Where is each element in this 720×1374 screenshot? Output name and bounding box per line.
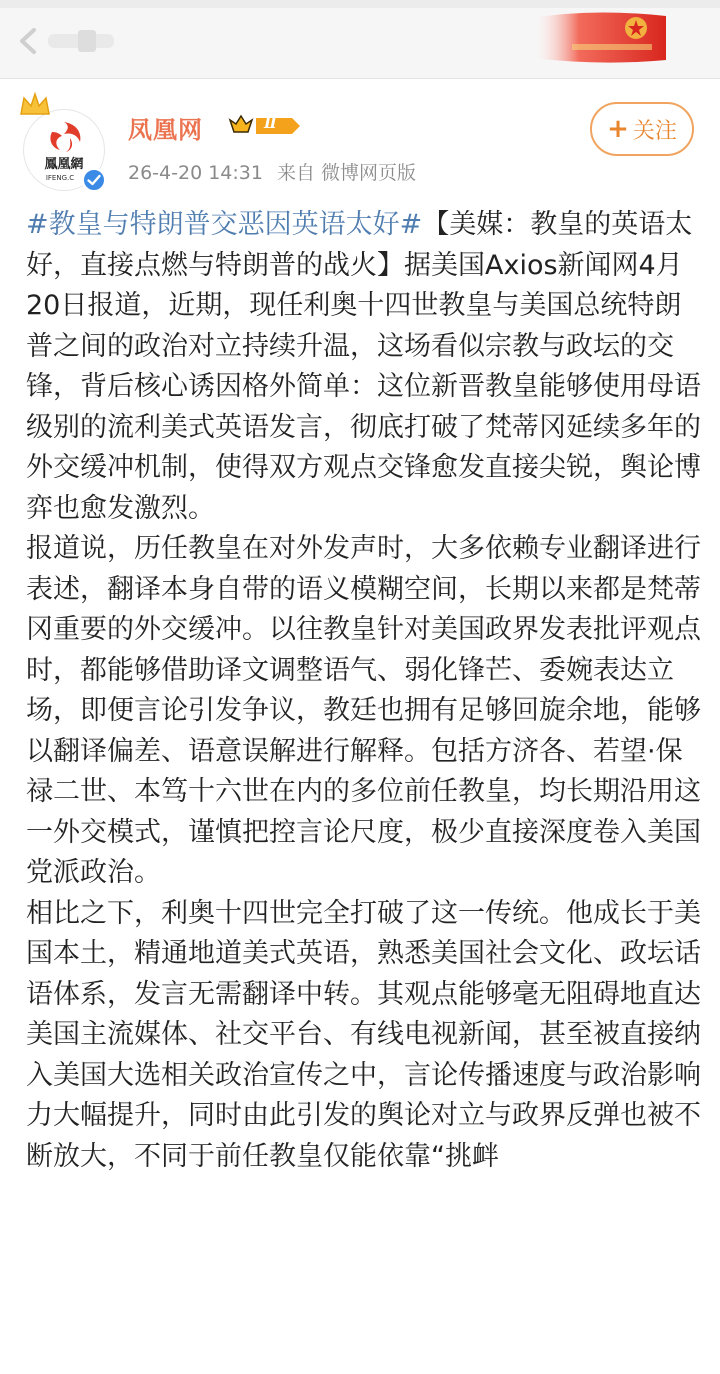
crown-icon	[18, 92, 52, 118]
post-meta	[128, 158, 430, 185]
follow-button[interactable]	[590, 102, 694, 156]
bottom-fade	[0, 1344, 720, 1374]
status-strip	[0, 0, 720, 8]
post-paragraph-3: 相比之下，利奥十四世完全打破了这一传统。他成长于美国本土，精通地道美式英语，熟悉美国社会文化、政坛话语体系，发言无需翻译中转。其观点能够毫无阻碍地直达美国主流媒体、社交平台、有线电视新闻，甚至被直接纳入美国大选相关政治宣传之中，言论传播速度与政治影响力大幅提升，同时由此引发的舆论对立与政界反弹也被不断放大，不同于前任教皇仅能依靠“挑衅	[26, 897, 701, 1172]
post-paragraph-1	[26, 205, 706, 529]
timestamp: 26-4-20 14:31	[128, 162, 263, 184]
username[interactable]: 凤凰网	[128, 116, 203, 144]
avatar[interactable]	[24, 110, 104, 190]
level-text: Ⅱ	[264, 114, 277, 132]
top-bar	[0, 0, 720, 79]
avatar-text: 鳳凰網	[44, 157, 84, 172]
post-header	[0, 80, 720, 190]
flag-banner-icon	[532, 8, 666, 66]
follow-label: 关注	[632, 118, 677, 144]
source: 来自 微博网页版	[276, 162, 416, 184]
verified-icon	[82, 168, 106, 192]
post-paragraph-2: 报道说，历任教皇在对外发声时，大多依赖专业翻译进行表述，翻译本身自带的语义模糊空间，长期以来都是梵蒂冈重要的外交缓冲。以往教皇针对美国政界发表批评观点时，都能够借助译文调整语气、弱化锋芒、委婉表达立场，即便言论引发争议，教廷也拥有足够回旋余地，能够以翻译偏差、语意误解进行解释。包括方济各、若望·保禄二世、本笃十六世在内的多位前任教皇，均长期沿用这一外交模式，谨慎把控言论尺度，极少直接深度卷入美国党派政治。	[26, 533, 701, 888]
post-body	[26, 205, 706, 1177]
plus-icon: +	[607, 114, 629, 144]
post-text-1: 【美媒：教皇的英语太好，直接点燃与特朗普的战火】据美国Axios新闻网4月20日报道，近期，现任利奥十四世教皇与美国总统特朗普之间的政治对立持续升温，这场看似宗教与政坛的交锋，背后核心诱因格外简单：这位新晋教皇能够使用母语级别的流利美式英语发言，彻底打破了梵蒂冈延续多年的外交缓冲机制，使得双方观点交锋愈发直接尖锐，舆论博弈也愈发激烈。	[26, 209, 701, 524]
hashtag-link[interactable]: #教皇与特朗普交恶因英语太好#	[26, 209, 423, 240]
avatar-subtext: IFENG.C	[45, 174, 75, 182]
back-icon[interactable]	[18, 24, 118, 58]
